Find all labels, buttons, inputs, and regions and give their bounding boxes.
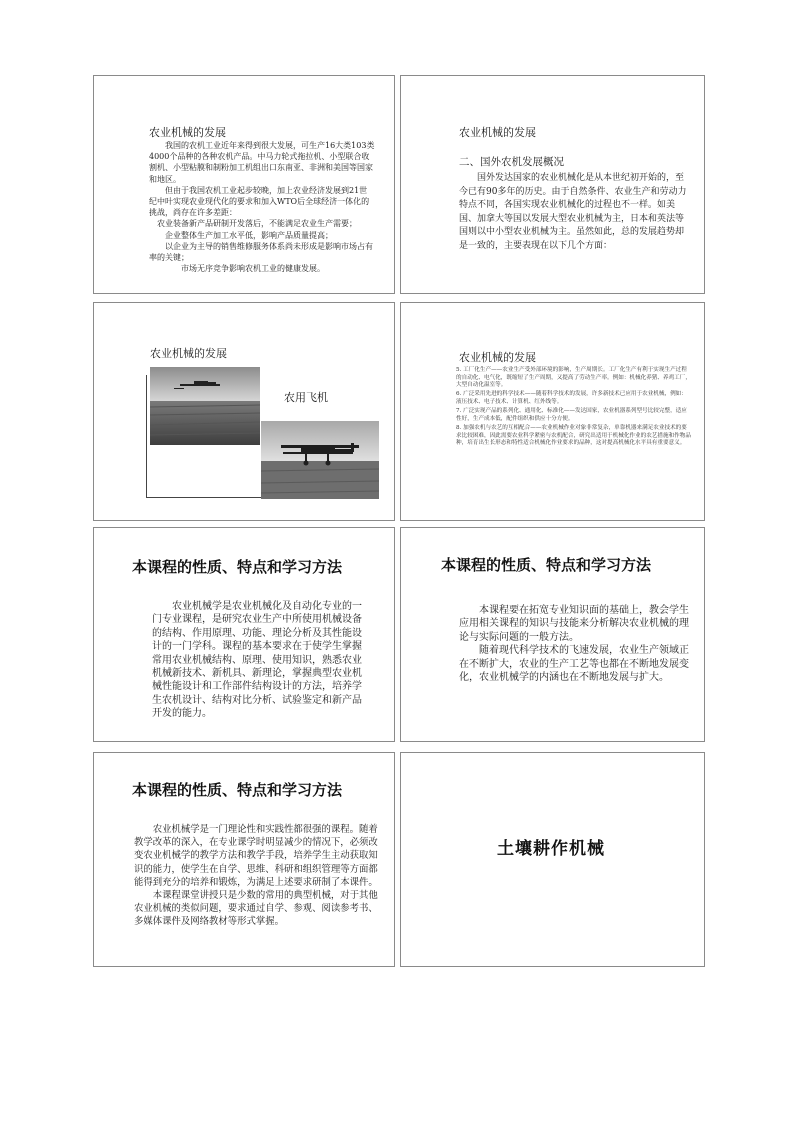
list-item: 8. 加强农机与农艺的互相配合——农业机械作业对象非常复杂，单靠机器来满足农业技术的要求比较困难，因此需要农业科学紧密与农机配合，研究出适用于机械化作业的农艺措施和作物品种，培育出生长形态和特性适合机械化作业要求的品种，这对提高机械化水平具有重要意义。 bbox=[456, 424, 691, 447]
slide-body bbox=[152, 600, 370, 721]
paragraph: 市场无序竞争影响农机工业的健康发展。 bbox=[181, 264, 325, 274]
aircraft-photo-1-image bbox=[150, 367, 260, 445]
slide-title: 本课程的性质、特点和学习方法 bbox=[132, 781, 343, 799]
slide-1 bbox=[93, 75, 395, 294]
paragraph: 农业装备新产品研制开发落后，不能满足农业生产需要； bbox=[157, 219, 357, 229]
frame-line-vertical bbox=[146, 375, 147, 497]
aircraft-photo-2-image bbox=[261, 421, 379, 499]
slide-title: 本课程的性质、特点和学习方法 bbox=[441, 556, 652, 574]
list-item: 5. 工厂化生产——农业生产受外部环境的影响，生产周期长。工厂化生产有利于实现生产过程的自动化、电气化，既缩短了生产周期，又提高了劳动生产率。例如：机械化养猪、养鸡工厂，大型自动化温室等。 bbox=[456, 367, 691, 389]
list-item: 7. 广泛实现产品的系列化、通用化、标准化——发达国家，农业机器系列型号比较完整，适应性好，生产成本低，配件组织和供应十分方便。 bbox=[456, 408, 687, 422]
paragraph: 本课程要在拓宽专业知识面的基础上，教会学生应用相关课程的知识与技能来分析解决农业机械的理论与实际问题的一般方法。 bbox=[459, 605, 689, 643]
paragraph: 以企业为主导的销售维修服务体系尚未形成是影响市场占有率的关键； bbox=[149, 241, 373, 263]
slide-body bbox=[459, 604, 691, 684]
paragraph: 农业机械学是一门理论性和实践性都很强的课程。随着教学改革的深入，在专业课学时明显减少的情况下，必须改变农业机械学的教学方法和教学手段，培养学生主动获取知识的能力，使学生在自学、思维、科研和组织管理等方面都能得到充分的培养和锻炼，为满足上述要求研制了本课件。 bbox=[134, 824, 378, 888]
slide-4 bbox=[400, 302, 705, 521]
slide-title: 农业机械的发展 bbox=[149, 126, 226, 139]
slide-5 bbox=[93, 527, 395, 742]
slide-2 bbox=[400, 75, 705, 294]
slide-body bbox=[456, 367, 692, 449]
slide-title: 本课程的性质、特点和学习方法 bbox=[132, 558, 343, 576]
photo-caption: 农用飞机 bbox=[284, 391, 328, 404]
aircraft-photo-1 bbox=[150, 367, 260, 445]
slide-body bbox=[134, 823, 378, 929]
aircraft-photo-2 bbox=[261, 421, 379, 499]
slide-3 bbox=[93, 302, 395, 521]
paragraph: 企业整体生产加工水平低，影响产品质量提高； bbox=[165, 230, 333, 240]
slide-title: 农业机械的发展 bbox=[150, 347, 227, 360]
list-item: 6. 广泛采用先进的科学技术——随着科学技术的发展，许多新技术已应用于农业机械，例如：液压技术、电子技术、计算机、红外线等。 bbox=[456, 391, 687, 405]
paragraph: 国外发达国家的农业机械化是从本世纪初开始的，至今已有90多年的历史。由于自然条件、农业生产和劳动力特点不同，各国实现农业机械化的过程也不一样。如美国、加拿大等国以发展大型农业机械为主，日本和英法等国则以中小型农业机械为主。虽然如此，总的发展趋势却是一致的，主要表现在以下几个方面： bbox=[459, 173, 687, 251]
paragraph: 我国的农机工业近年来得到很大发展，可生产16大类103类4000个品种的各种农机产品。中马力轮式拖拉机、小型联合收割机、小型粘膜和制粉加工机组出口东南亚、非洲和美国等国家和地区。 bbox=[149, 141, 375, 184]
section-heading: 二、国外农机发展概况 bbox=[459, 156, 564, 168]
slide-body bbox=[149, 140, 375, 274]
paragraph: 随着现代科学技术的飞速发展，农业生产领域正在不断扩大，农业的生产工艺等也都在不断地发展变化，农业机械学的内涵也在不断地发展与扩大。 bbox=[459, 645, 689, 684]
slide-title: 土壤耕作机械 bbox=[497, 839, 605, 859]
paragraph: 本课程课堂讲授只是少数的常用的典型机械，对于其他农业机械的类似问题，要求通过自学、参观、阅读参考书、多媒体课件及网络教材等形式掌握。 bbox=[134, 890, 378, 928]
slide-title: 农业机械的发展 bbox=[459, 126, 536, 139]
paragraph: 但由于我国农机工业起步较晚，加上农业经济发展到21世纪中叶实现农业现代化的要求和加入WTO后全球经济一体化的挑战，尚存在许多差距： bbox=[149, 185, 370, 218]
slide-6 bbox=[400, 527, 705, 742]
slide-body bbox=[459, 172, 691, 254]
slide-8 bbox=[400, 752, 705, 967]
slide-title: 农业机械的发展 bbox=[459, 351, 536, 364]
slide-7 bbox=[93, 752, 395, 967]
paragraph: 农业机械学是农业机械化及自动化专业的一门专业课程，是研究农业生产中所使用机械设备的结构、作用原理、功能、理论分析及其性能设计的一门学科。课程的基本要求在于使学生掌握常用农业机械结构、原理、使用知识，熟悉农业机械新技术、新机具、新理论，掌握典型农业机械性能设计和工作部件结构设计的方法，培养学生农机设计、结构对比分析、试验鉴定和新产品开发的能力。 bbox=[152, 601, 362, 720]
